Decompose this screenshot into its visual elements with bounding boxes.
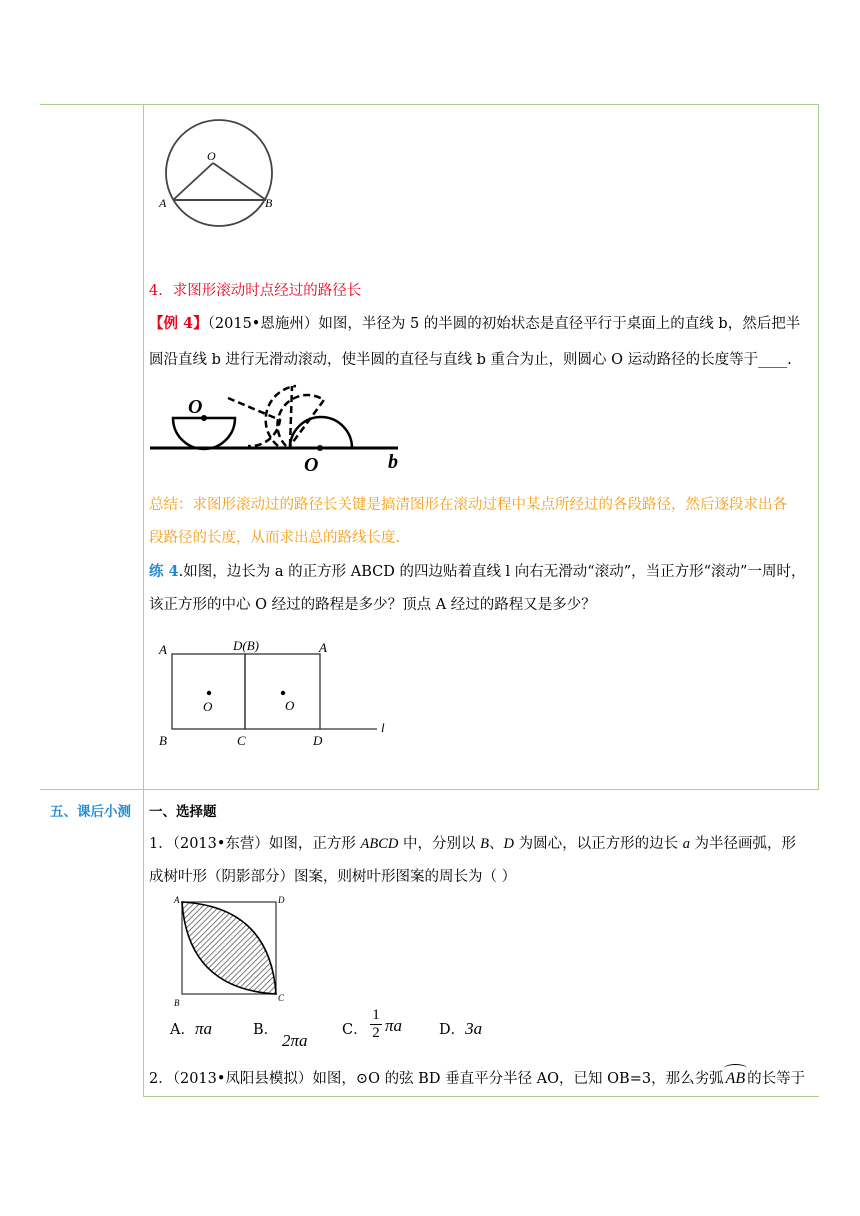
section5-label: 五、课后小测 xyxy=(50,804,131,820)
example4-source: （2015•恩施州） xyxy=(207,316,319,332)
option-c-fraction xyxy=(370,1007,382,1042)
option-b-label: B． xyxy=(253,1022,279,1038)
practice4-line2: 该正方形的中心 O 经过的路程是多少？顶点 A 经过的路程又是多少？ xyxy=(149,597,596,613)
label-b: B xyxy=(174,998,180,1008)
semicircle-initial xyxy=(173,418,235,449)
option-c-value: πa xyxy=(385,1016,403,1035)
leaf-figure xyxy=(170,893,295,1008)
option-a-value: πa xyxy=(194,1019,213,1038)
practice4-tag: 练 4 xyxy=(149,563,179,580)
label-d: D xyxy=(313,733,323,748)
example4-line2: 圆沿直线 b 进行无滑动滚动，使半圆的直径与直线 b 重合为止，则圆心 O 运动路径的长度等于____. xyxy=(149,352,792,368)
radius-ob xyxy=(213,163,266,200)
q1-line2: 成树叶形（阴影部分）图案，则树叶形图案的周长为（ ） xyxy=(149,869,517,885)
q1-d: D xyxy=(503,836,514,852)
label-a-left: A xyxy=(159,642,167,657)
practice4-text1: .如图，边长为 a 的正方形 ABCD 的四边贴着直线 l 向右无滑动“滚动”，当正方形“滚动”一周时， xyxy=(178,564,806,580)
section4-heading: 4．求图形滚动时点经过的路径长 xyxy=(149,283,362,299)
q2-line1 xyxy=(149,1069,805,1089)
practice4-line1 xyxy=(149,562,805,582)
example4-tag: 【例 4】 xyxy=(149,315,208,332)
label-o-bottom: O xyxy=(304,454,319,475)
q1-b: B xyxy=(480,836,489,852)
q1-line1 xyxy=(149,834,796,854)
example4-text1: 如图，半径为 5 的半圆的初始状态是直径平行于桌面上的直线 b，然后把半 xyxy=(318,316,801,332)
table-bottom-border xyxy=(143,1096,819,1097)
rolling-square-figure xyxy=(155,634,400,752)
q1-mid1: 中，分别以 xyxy=(398,836,481,852)
example4-line1 xyxy=(149,314,800,334)
label-c: C xyxy=(278,993,285,1003)
label-o: O xyxy=(207,149,216,163)
section5-subheading: 一、选择题 xyxy=(149,804,217,820)
q2-end: 的长等于 xyxy=(747,1071,806,1087)
label-a-right: A xyxy=(319,640,327,655)
q1-a: a xyxy=(682,836,690,852)
q2-text: 2．（2013•凤阳县模拟）如图，⊙O 的弦 BD 垂直平分半径 AO，已知 OB=3，那么劣弧 xyxy=(149,1071,724,1087)
label-o-top: O xyxy=(188,396,203,418)
option-c-denominator: 2 xyxy=(372,1025,380,1041)
arc-overline-icon xyxy=(724,1064,748,1073)
leaf-shape xyxy=(182,902,276,994)
label-d: D xyxy=(278,895,285,905)
option-d[interactable] xyxy=(439,1018,482,1039)
q2-arc-ab xyxy=(724,1069,748,1089)
table-top-border xyxy=(40,104,819,105)
summary-line1: 总结：求图形滚动过的路径长关键是搞清图形在滚动过程中某点所经过的各段路径，然后逐段求出各 xyxy=(149,497,787,513)
label-b: B xyxy=(159,733,167,748)
label-l: l xyxy=(381,720,385,735)
label-a: A xyxy=(174,895,180,905)
option-c[interactable] xyxy=(342,1018,368,1039)
radius-oa xyxy=(173,163,213,200)
circle-figure xyxy=(155,118,290,230)
option-d-label: D． xyxy=(439,1022,466,1038)
q1-sep: 、 xyxy=(488,836,504,852)
center-dot-final xyxy=(317,445,323,451)
rolling-semicircle-figure xyxy=(148,380,408,475)
table-column-divider xyxy=(143,104,144,1096)
label-o-right: O xyxy=(285,698,295,713)
option-a-label: A． xyxy=(170,1022,195,1038)
circle-outline xyxy=(166,120,272,226)
option-c-numerator: 1 xyxy=(372,1007,380,1023)
q1-prefix: 1．（2013•东营）如图，正方形 xyxy=(149,836,361,852)
center-dot-right xyxy=(281,691,285,695)
q1-end: 为半径画弧，形 xyxy=(689,836,797,852)
semicircle-rolling-3 xyxy=(277,395,324,446)
summary-line2: 段路径的长度，从而求出总的路线长度. xyxy=(149,530,401,546)
option-a[interactable] xyxy=(170,1018,212,1039)
label-c: C xyxy=(237,733,246,748)
q2-arc-label: AB xyxy=(725,1070,746,1087)
label-o-left: O xyxy=(203,699,213,714)
center-dot-left xyxy=(207,691,211,695)
option-d-value: 3a xyxy=(465,1019,483,1038)
label-db: D(B) xyxy=(233,638,259,653)
label-line-b: b xyxy=(388,451,398,473)
label-b: B xyxy=(265,196,273,210)
option-b[interactable] xyxy=(253,1018,278,1039)
option-c-label: C． xyxy=(342,1022,368,1038)
q1-abcd: ABCD xyxy=(360,836,399,852)
option-b-value: 2πa xyxy=(282,1031,308,1050)
table-right-border xyxy=(818,104,819,790)
semicircle-final xyxy=(290,417,352,448)
label-a: A xyxy=(159,196,167,210)
q1-mid2: 为圆心，以正方形的边长 xyxy=(513,836,683,852)
table-row-divider xyxy=(40,789,819,790)
